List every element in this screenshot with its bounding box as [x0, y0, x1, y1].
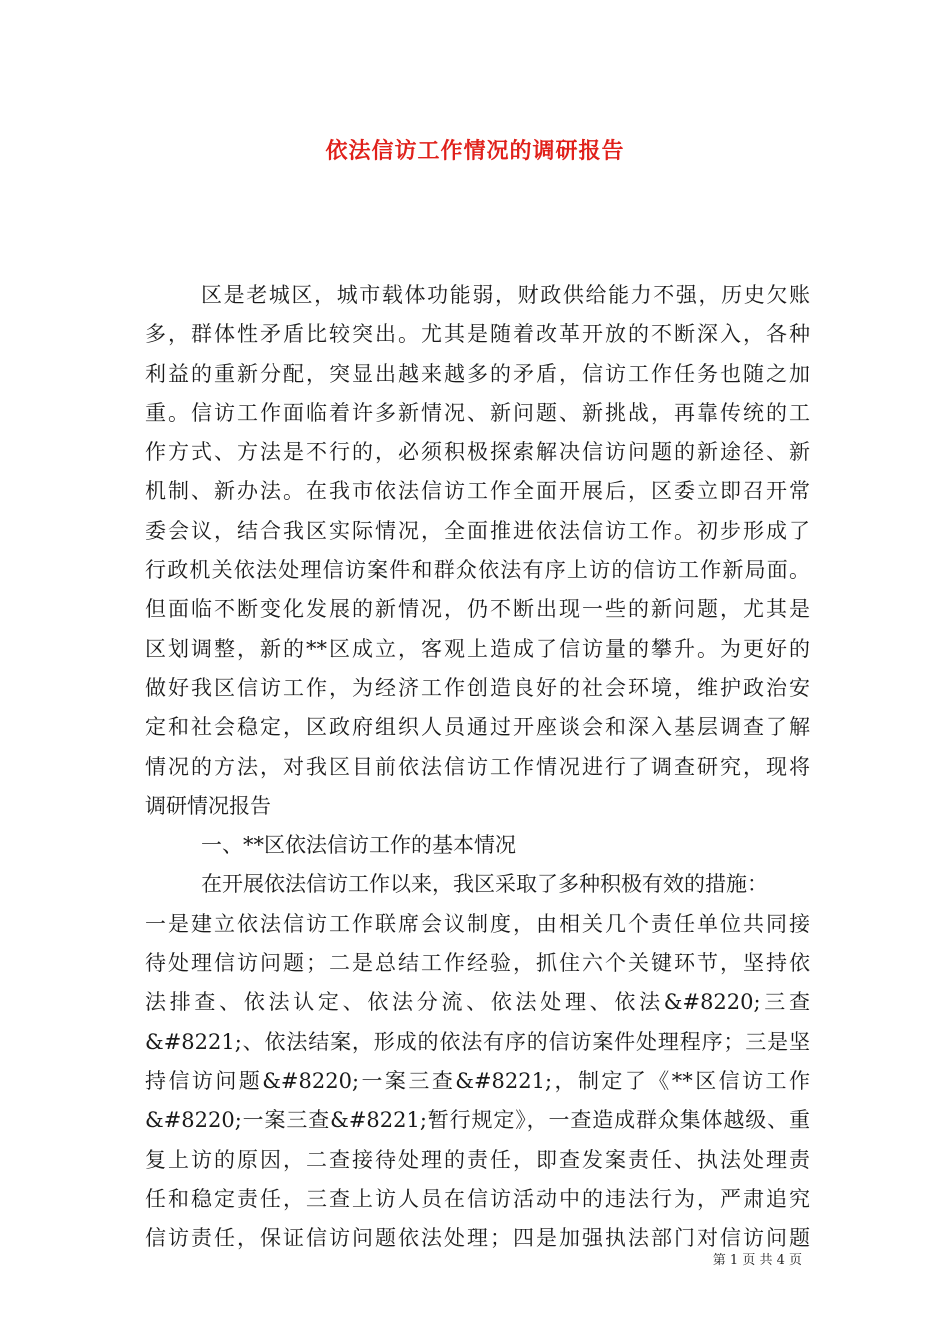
- body-line: 持信访问题&#8220;一案三查&#8221;，制定了《**区信访工作: [145, 1068, 810, 1093]
- body-line: 利益的重新分配，突显出越来越多的矛盾，信访工作任务也随之加: [145, 361, 810, 386]
- body-line: 作方式、方法是不行的，必须积极探索解决信访问题的新途径、新: [145, 440, 810, 465]
- document-body: [145, 276, 810, 1258]
- body-line: 情况的方法，对我区目前依法信访工作情况进行了调查研究，现将: [145, 754, 810, 779]
- body-line: 区划调整，新的**区成立，客观上造成了信访量的攀升。为更好的: [145, 636, 810, 661]
- body-line: 做好我区信访工作，为经济工作创造良好的社会环境，维护政治安: [145, 675, 810, 700]
- body-line: 行政机关依法处理信访案件和群众依法有序上访的信访工作新局面。: [145, 558, 810, 583]
- body-line: &#8220;一案三查&#8221;暂行规定》，一查造成群众集体越级、重: [145, 1108, 810, 1133]
- body-line: 法排查、依法认定、依法分流、依法处理、依法&#8220;三查: [145, 990, 810, 1015]
- body-line: 任和稳定责任，三查上访人员在信访活动中的违法行为，严肃追究: [145, 1186, 810, 1211]
- page-indicator: 第 1 页 共 4 页: [712, 1253, 802, 1268]
- body-line: 区是老城区，城市载体功能弱，财政供给能力不强，历史欠账: [201, 283, 810, 307]
- body-line: 委会议，结合我区实际情况，全面推进依法信访工作。初步形成了: [145, 518, 810, 543]
- body-line: 机制、新办法。在我市依法信访工作全面开展后，区委立即召开常: [145, 479, 810, 504]
- body-line: 一是建立依法信访工作联席会议制度，由相关几个责任单位共同接: [145, 911, 810, 936]
- body-line: 待处理信访问题；二是总结工作经验，抓住六个关键环节，坚持依: [145, 951, 810, 976]
- body-line: 信访责任，保证信访问题依法处理；四是加强执法部门对信访问题: [145, 1226, 810, 1251]
- section-heading: 一、**区依法信访工作的基本情况: [201, 833, 516, 858]
- body-line: 定和社会稳定，区政府组织人员通过开座谈会和深入基层调查了解: [145, 715, 810, 740]
- body-line: 重。信访工作面临着许多新情况、新问题、新挑战，再靠传统的工: [145, 400, 810, 425]
- body-line: 调研情况报告: [145, 793, 271, 818]
- body-line: 多，群体性矛盾比较突出。尤其是随着改革开放的不断深入，各种: [145, 322, 810, 347]
- body-line: 但面临不断变化发展的新情况，仍不断出现一些的新问题，尤其是: [145, 597, 810, 622]
- body-line: &#8221;、依法结案，形成的依法有序的信访案件处理程序；三是坚: [145, 1029, 810, 1054]
- body-line: 在开展依法信访工作以来，我区采取了多种积极有效的措施：: [201, 872, 768, 897]
- document-title: 依法信访工作情况的调研报告: [325, 138, 625, 164]
- body-line: 复上访的原因，二查接待处理的责任，即查发案责任、执法处理责: [145, 1147, 810, 1172]
